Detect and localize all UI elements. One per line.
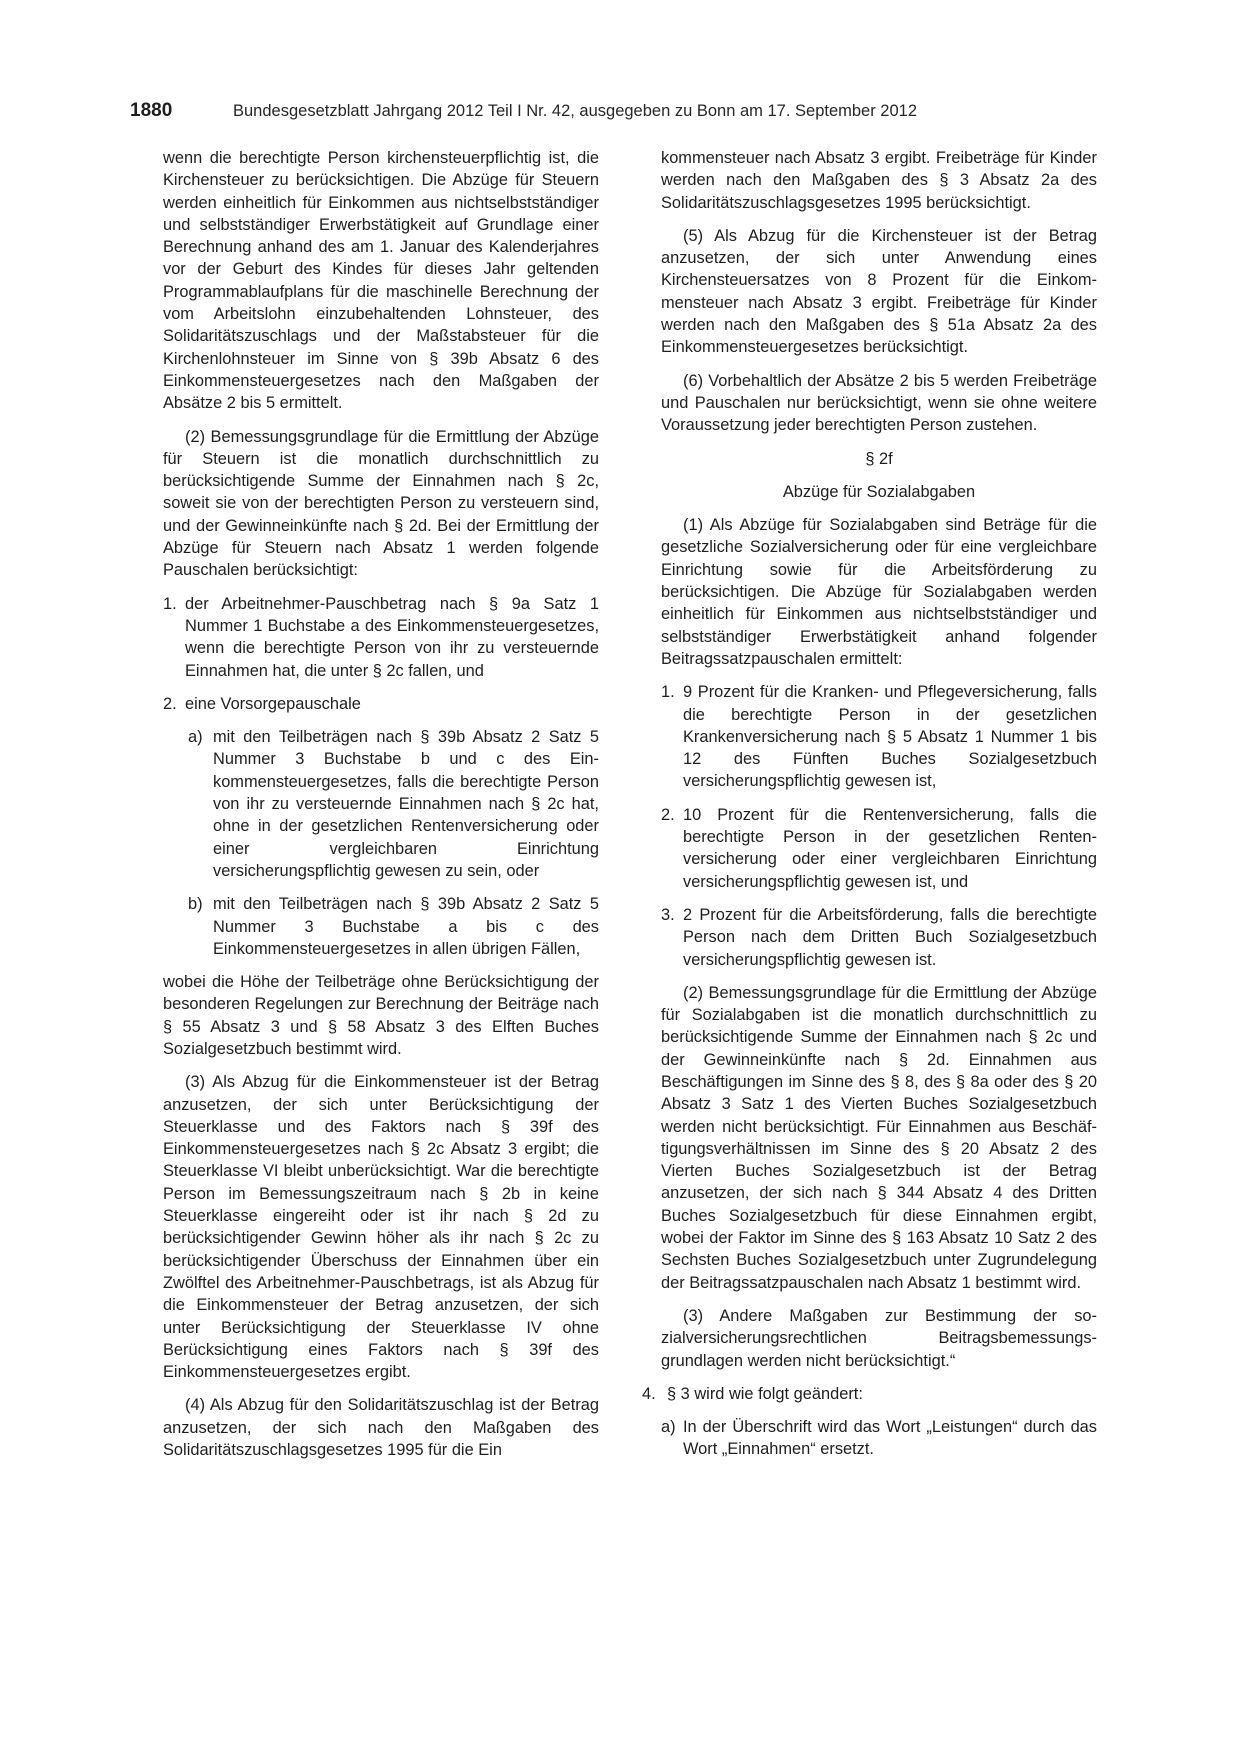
gazette-title: Bundesgesetzblatt Jahrgang 2012 Teil I Nr. 42, ausgegeben zu Bonn am 17. September 2012	[233, 102, 918, 120]
list-number: 1.	[661, 683, 675, 702]
section-paragraph-3: (3) Andere Maßgaben zur Bestimmung der sozialversicherungsrechtlichen Beitragsbemessungsgrundlagen werden nicht berücksichtigt.“	[661, 1306, 1097, 1370]
sub-list-item	[188, 893, 599, 960]
paragraph-2: (2) Bemessungsgrundlage für die Ermittlung der Abzüge für Steuern ist die monatlich durchschnittlich zu berücksichtigende Summe der Einnahmen nach § 2c, soweit sie von der berechtigten Person zu versteuern sind, und der Gewinneinkünfte nach § 2d. Bei der Ermittlung der Abzüge für Steuern nach Absatz 1 werden folgende Pauschalen berücksichtigt:	[163, 427, 599, 580]
left-column	[163, 147, 599, 1472]
list-tail-text: wobei die Höhe der Teilbeträge ohne Berücksichtigung der besonderen Regelungen zur Berechnung der Beiträge nach § 55 Absatz 3 und § 58 Absatz 3 des Elften Buches Sozialgesetzbuch bestimmt wird.	[163, 973, 599, 1058]
sub-list-text: mit den Teilbeträgen nach § 39b Absatz 2 Satz 5 Nummer 3 Buchstabe b und c des Einkommensteuergesetzes, falls die berechtigte Person von ihr zu versteuernde Einnahmen nach § 2c hat, ohne in der gesetzlichen Rentenversicherung oder einer vergleichbaren Einrichtung versicherungspflichtig gewesen zu sein, oder	[213, 728, 599, 880]
amendment-sub-text: In der Überschrift wird das Wort „Leistungen“ durch das Wort „Einnahmen“ ersetzt.	[683, 1418, 1097, 1459]
list-item-text: der Arbeitnehmer-Pauschbetrag nach § 9a Satz 1 Nummer 1 Buchstabe a des Einkommensteuergesetzes, wenn die berechtigte Person von ihr zu versteuernde Einnahmen hat, die unter § 2c fallen, und	[185, 594, 599, 680]
paragraph-3: (3) Als Abzug für die Einkommensteuer ist der Betrag anzusetzen, der sich unter Berücksichtigung der Steuerklasse und des Faktors nach § 39f des Einkommensteuergesetzes nach § 2c Absatz 3 ergibt; die Steuerklasse VI bleibt unberücksichtigt. War die berechtigte Person im Bemessungszeitraum nach § 2b in keine Steuerklasse eingereiht oder ist ihr nach § 2d zu berücksichtigender Gewinn höher als ihr nach § 2c zu berücksichtigender Überschuss der Einnahmen über ein Zwölftel des Arbeitnehmer-Pauschbetrags, ist als Abzug für die Einkommensteuer der Betrag anzusetzen, der sich unter Berücksichtigung der Steuerklasse IV ohne Berücksichtigung eines Faktors nach § 39f des Einkommensteuergesetzes ergibt.	[163, 1073, 599, 1382]
list-item	[163, 693, 599, 715]
list-item	[661, 904, 1097, 971]
amendment-subitem	[661, 1416, 1097, 1461]
section-paragraph-2: (2) Bemessungsgrundlage für die Ermittlung der Abzüge für Sozialabgaben ist die monatlich durchschnittlich zu berücksichtigende Summe der Einnahmen nach § 2c und der Gewinneinkünfte nach § 2d. Einnahmen aus Beschäftigungen im Sinne des § 8, des § 8a oder des § 20 Absatz 3 Satz 1 des Vierten Buches Sozialgesetzbuch werden nicht berücksichtigt. Für Einnahmen aus Beschäftigungsverhältnissen im Sinne des § 20 Absatz 2 des Vierten Buches Sozialgesetzbuch ist der Betrag anzusetzen, der sich nach § 344 Absatz 4 des Dritten Buches Sozialgesetzbuch für diese Einnahmen ergibt, wobei der Faktor im Sinne des § 163 Absatz 10 Satz 2 des Sechsten Buches Sozialgesetzbuch unter Zugrundelegung der Beitragssatzpauschalen nach Absatz 1 bestimmt wird.	[661, 983, 1097, 1292]
section-title: Abzüge für Sozialabgaben	[782, 482, 976, 501]
amendment-text: § 3 wird wie folgt geändert:	[667, 1384, 863, 1403]
amendment-item	[642, 1383, 1097, 1405]
section-number: § 2f	[865, 449, 893, 468]
right-column	[642, 147, 1097, 1472]
paragraph-6: (6) Vorbehaltlich der Absätze 2 bis 5 werden Freibeträge und Pauschalen nur berücksichtigt, wenn sie ohne weitere Voraussetzung jeder berechtigten Person zustehen.	[661, 371, 1097, 435]
list-item-text: 10 Prozent für die Rentenversicherung, falls die berechtigte Person in der gesetzlichen Rentenversicherung oder einer vergleichbaren Einrichtung versicherungspflichtig gewesen ist, und	[683, 805, 1097, 891]
section-paragraph-1: (1) Als Abzüge für Sozialabgaben sind Beträge für die gesetzliche Sozialversicherung oder für eine vergleichbare Einrichtung sowie für die Arbeitsförderung zu berücksichtigen. Die Abzüge für Sozialabgaben werden einheitlich für Einkommen aus nichtselbstständiger und selbstständiger Erwerbstätigkeit anhand folgender Beitragssatzpauschalen ermittelt:	[661, 516, 1097, 668]
page-header	[130, 100, 1111, 128]
list-number: 1.	[163, 594, 177, 613]
list-item-text: 9 Prozent für die Kranken- und Pflegeversicherung, falls die berechtigte Person in der gesetzlichen Krankenversicherung nach § 5 Absatz 1 Nummer 1 bis 12 des Fünften Buches Sozialgesetzbuch versicherungspflichtig gewesen ist,	[683, 683, 1097, 791]
list-number: 2.	[163, 694, 177, 713]
list-number: 3.	[661, 905, 675, 924]
list-item-text: eine Vorsorgepauschale	[185, 694, 361, 713]
amendment-sub-label: a)	[661, 1418, 676, 1437]
sub-list-label: a)	[188, 728, 203, 747]
sub-list-item	[188, 726, 599, 882]
list-item	[163, 593, 599, 682]
paragraph-continuation: wenn die berechtigte Person kirchensteuerpflichtig ist, die Kirchensteuer zu berücksichtigen. Die Abzüge für Steuern werden einheitlich für Einkommen aus nichtselbstständiger und selbstständiger Erwerbstätigkeit auf Grundlage einer Berechnung anhand des am 1. Januar des Kalenderjahres vor der Geburt des Kindes für dieses Jahr geltenden Programmablaufplans für die maschinelle Berechnung der vom Arbeitslohn einzubehaltenden Lohnsteuer, des Solidaritätszuschlags und der Maßstabsteuer für die Kirchenlohnsteuer im Sinne von § 39b Absatz 6 des Einkommensteuergesetzes nach den Maßgaben der Absätze 2 bis 5 ermittelt.	[163, 149, 599, 413]
paragraph-5: (5) Als Abzug für die Kirchensteuer ist der Betrag anzusetzen, der sich unter Anwendung eines Kirchensteuersatzes von 8 Prozent für die Einkommensteuer nach Absatz 3 ergibt. Freibeträge für Kinder werden nach den Maßgaben des § 51a Absatz 2a des Einkommensteuergesetzes berücksichtigt.	[661, 226, 1097, 357]
list-item-text: 2 Prozent für die Arbeitsförderung, falls die berechtigte Person nach dem Dritten Buch Sozialgesetzbuch versicherungspflichtig gewesen ist.	[683, 905, 1097, 969]
paragraph-4: (4) Als Abzug für den Solidaritätszuschlag ist der Betrag anzusetzen, der sich nach den Maßgaben des Solidaritätszuschlagsgesetzes 1995 für die Ein	[163, 1396, 599, 1460]
sub-list-label: b)	[188, 895, 203, 914]
list-number: 2.	[661, 805, 675, 824]
paragraph-continuation: kommensteuer nach Absatz 3 ergibt. Freibeträge für Kinder werden nach den Maßgaben des § 3 Absatz 2a des Solidaritätszuschlagsgesetzes 1995 berücksichtigt.	[661, 149, 1097, 212]
list-item	[661, 681, 1097, 792]
amendment-number: 4.	[642, 1384, 656, 1403]
list-item	[661, 804, 1097, 893]
sub-list-text: mit den Teilbeträgen nach § 39b Absatz 2 Satz 5 Nummer 3 Buchstabe a bis c des Einkommensteuergesetzes in allen übrigen Fällen,	[213, 895, 599, 958]
page-number: 1880	[130, 100, 173, 121]
